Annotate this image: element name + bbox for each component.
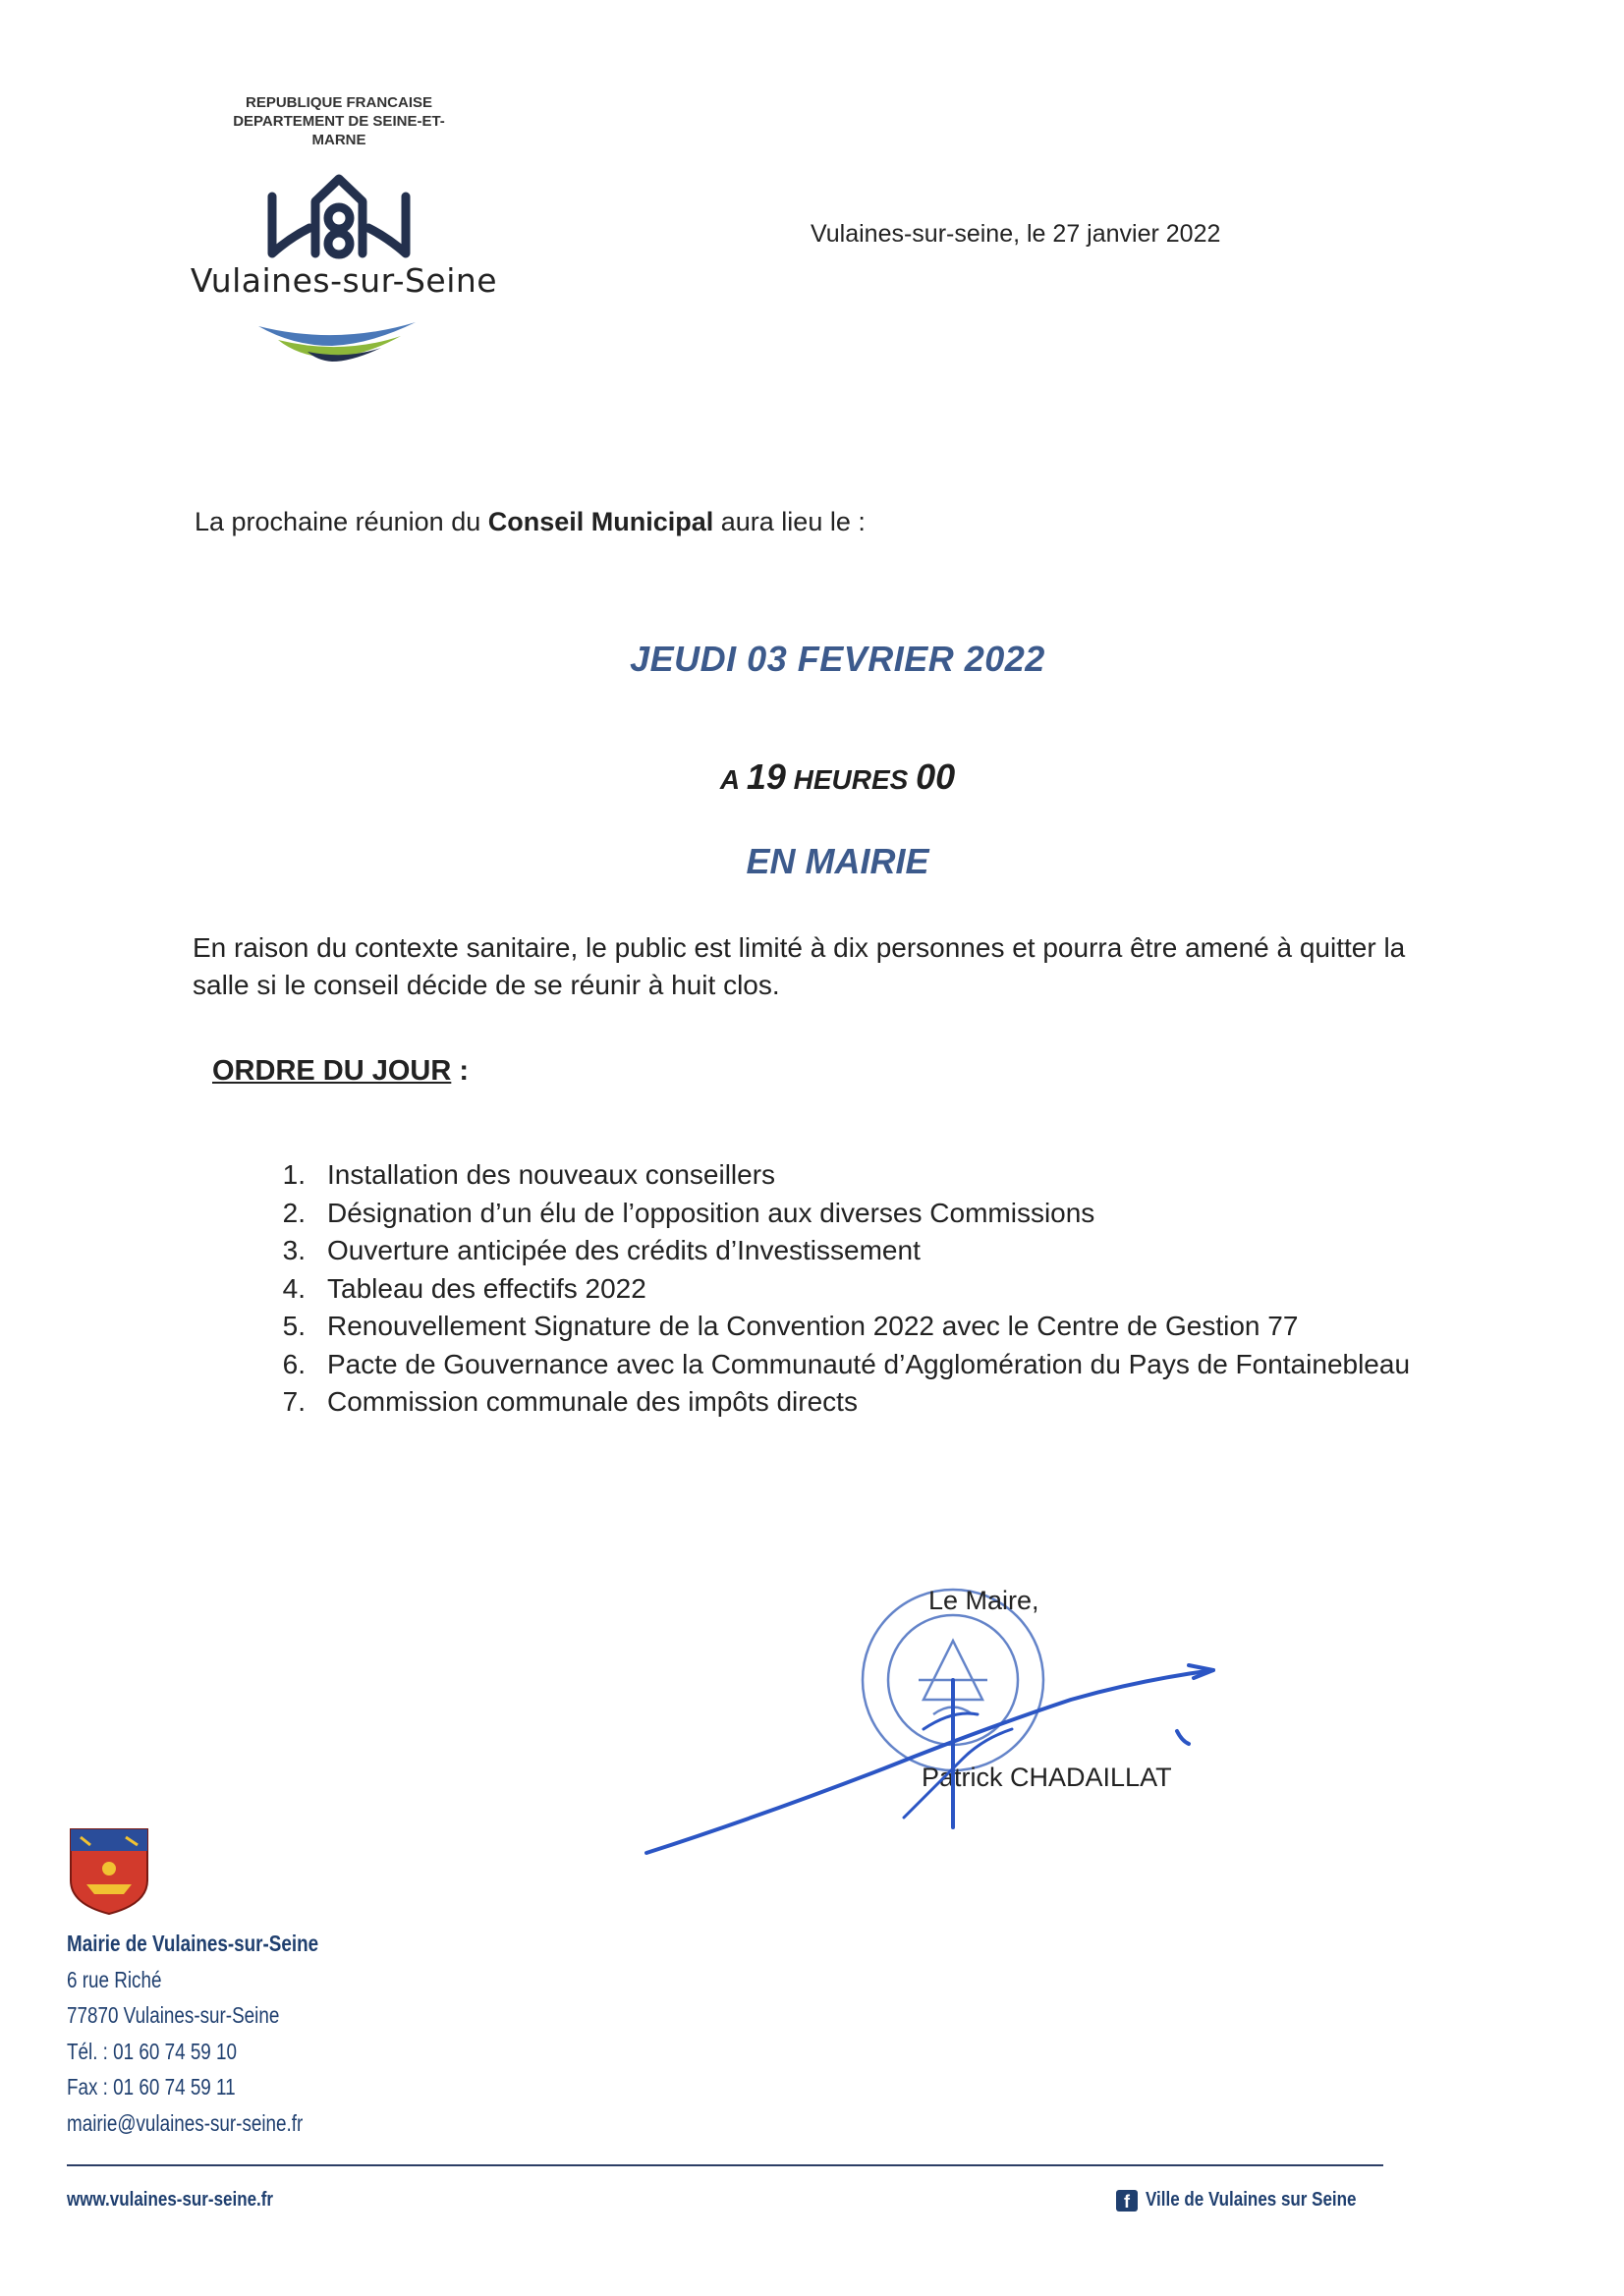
agenda-title <box>212 1055 469 1088</box>
agenda-item <box>251 1346 1479 1384</box>
agenda-item-text: Tableau des effectifs 2022 <box>327 1272 646 1304</box>
agenda-item <box>251 1232 1479 1270</box>
intro-before: La prochaine réunion du <box>195 507 488 536</box>
header-line-republique: REPUBLIQUE FRANCAISE <box>245 94 432 111</box>
intro-sentence <box>195 507 866 537</box>
meeting-place: EN MAIRIE <box>746 841 929 881</box>
time-prefix: A <box>719 764 747 795</box>
agenda-item <box>251 1156 1479 1195</box>
agenda-item <box>251 1383 1479 1422</box>
address-tel: Tél. : 01 60 74 59 10 <box>67 2038 238 2064</box>
agenda-item-number: 7. <box>282 1386 306 1417</box>
agenda-item-number: 6. <box>282 1348 306 1379</box>
agenda-title-suffix: : <box>451 1055 470 1087</box>
facebook-link[interactable] <box>1116 2189 1393 2212</box>
handwritten-signature-icon <box>639 1621 1228 1867</box>
agenda-item-number: 2. <box>282 1197 306 1228</box>
letter-date: Vulaines-sur-seine, le 27 janvier 2022 <box>811 220 1221 248</box>
meeting-time <box>0 756 1624 798</box>
agenda-item-text: Désignation d’un élu de l’opposition aux diverses Commissions <box>327 1197 1095 1228</box>
address-email[interactable]: mairie@vulaines-sur-seine.fr <box>67 2109 304 2136</box>
coat-of-arms-icon <box>67 1825 151 1916</box>
agenda-item-number: 1. <box>282 1159 306 1190</box>
agenda-item-number: 5. <box>282 1311 306 1341</box>
agenda-item-number: 3. <box>282 1235 306 1265</box>
agenda-item-text: Renouvellement Signature de la Convention 2022 avec le Centre de Gestion 77 <box>327 1311 1299 1341</box>
town-name: Vulaines-sur-Seine <box>190 261 498 300</box>
facebook-label: Ville de Vulaines sur Seine <box>1146 2189 1357 2211</box>
agenda-item-text: Pacte de Gouvernance avec la Communauté d’Agglomération du Pays de Fontainebleau <box>327 1348 1411 1379</box>
website-link[interactable]: www.vulaines-sur-seine.fr <box>67 2189 274 2211</box>
footer-divider <box>67 2164 1383 2166</box>
agenda-item <box>251 1195 1479 1233</box>
agenda-title-text: ORDRE DU JOUR <box>212 1055 452 1087</box>
address-city: 77870 Vulaines-sur-Seine <box>67 2002 280 2028</box>
agenda-item-number: 4. <box>282 1272 306 1304</box>
agenda-item-text: Installation des nouveaux conseillers <box>327 1159 776 1190</box>
intro-council: Conseil Municipal <box>487 507 714 536</box>
header-line-departement: DEPARTEMENT DE SEINE-ET- <box>233 113 445 130</box>
agenda-item <box>251 1270 1479 1309</box>
sanitary-notice: En raison du contexte sanitaire, le public est limité à dix personnes et pourra être amené à quitter la salle si le conseil décide de se réunir à huit clos. <box>193 932 1406 1000</box>
address-fax: Fax : 01 60 74 59 11 <box>67 2074 236 2100</box>
intro-after: aura lieu le : <box>713 507 866 536</box>
agenda-item <box>251 1308 1479 1346</box>
facebook-icon: f <box>1116 2190 1138 2212</box>
time-hour: 19 <box>746 756 786 797</box>
time-mid: HEURES <box>785 764 917 795</box>
agenda-list <box>251 1156 1479 1422</box>
address-org: Mairie de Vulaines-sur-Seine <box>67 1931 319 1956</box>
address-street: 6 rue Riché <box>67 1966 162 1992</box>
signatory-name: Patrick CHADAILLAT <box>922 1763 1172 1792</box>
agenda-item-text: Commission communale des impôts directs <box>327 1386 858 1417</box>
signatory-title: Le Maire, <box>928 1586 1039 1615</box>
mairie-address <box>67 1926 373 2141</box>
agenda-item-text: Ouverture anticipée des crédits d’Investissement <box>327 1235 921 1265</box>
time-minutes: 00 <box>916 756 956 797</box>
header-organization <box>187 93 491 149</box>
town-logo-icon <box>260 167 418 265</box>
river-waves-icon <box>253 316 420 362</box>
meeting-date: JEUDI 03 FEVRIER 2022 <box>630 639 1045 679</box>
header-line-marne: MARNE <box>311 132 366 148</box>
